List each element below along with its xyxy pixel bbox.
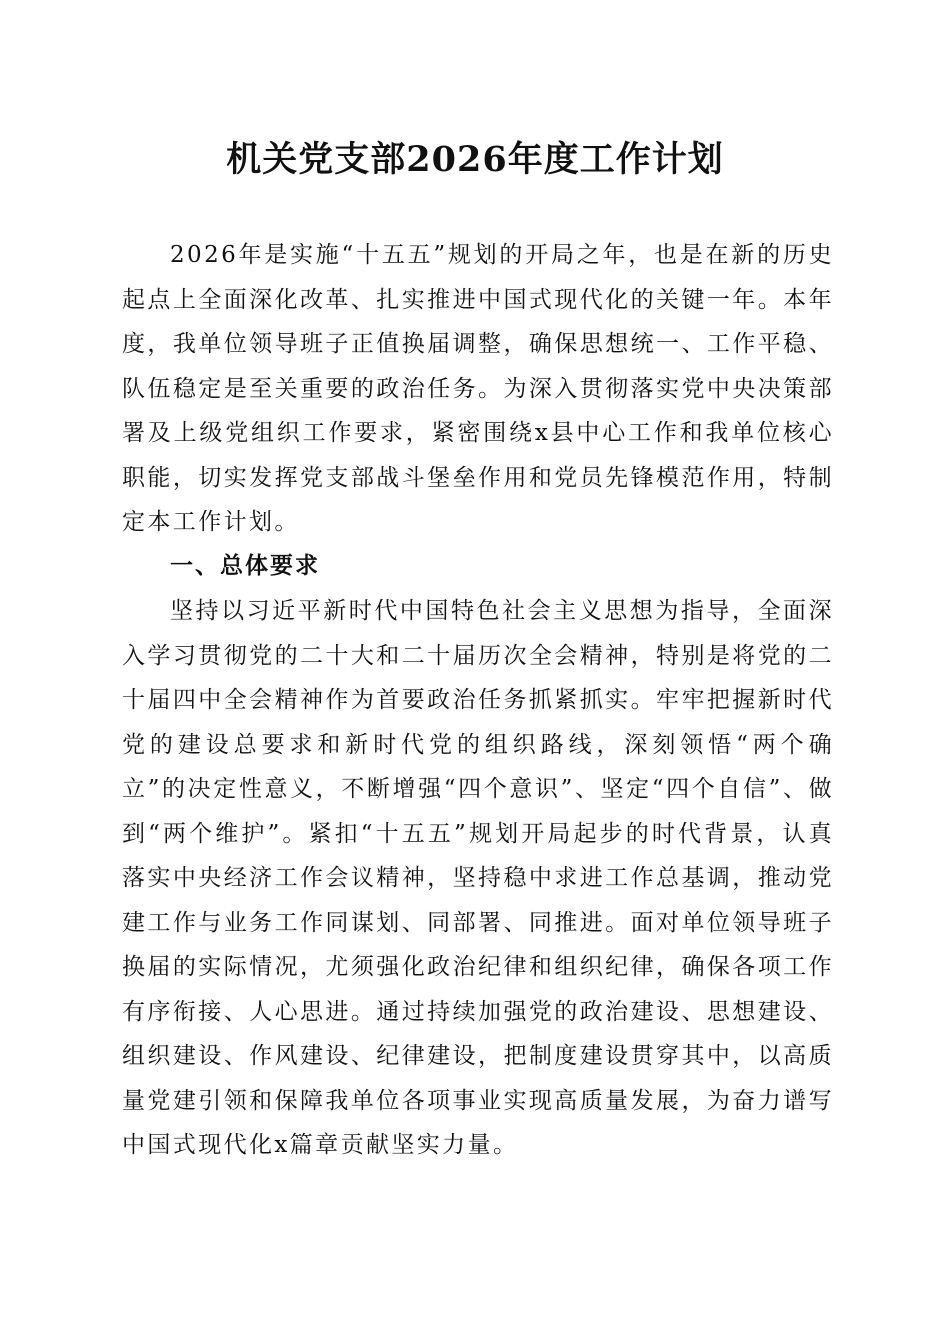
section-heading-general-requirements: 一、总体要求: [170, 553, 320, 579]
general-requirements-paragraph: 坚持以习近平新时代中国特色社会主义思想为指导，全面深入学习贯彻党的二十大和二十届历次全会精神，特别是将党的二十届四中全会精神作为首要政治任务抓紧抓实。牢牢把握新时代党的建设总要求和新时代党的组织路线，深刻领悟“两个确立”的决定性意义，不断增强“四个意识”、坚定“四个自信”、做到“两个维护”。紧扣“十五五”规划开局起步的时代背景，认真落实中央经济工作会议精神，坚持稳中求进工作总基调，推动党建工作与业务工作同谋划、同部署、同推进。面对单位领导班子换届的实际情况，尤须强化政治纪律和组织纪律，确保各项工作有序衔接、人心思进。通过持续加强党的政治建设、思想建设、组织建设、作风建设、纪律建设，把制度建设贯穿其中，以高质量党建引领和保障我单位各项事业实现高质量发展，为奋力谱写中国式现代化x篇章贡献坚实力量。: [122, 598, 834, 1158]
document-title: 机关党支部2026年度工作计划: [226, 139, 724, 180]
intro-paragraph: 2026年是实施“十五五”规划的开局之年，也是在新的历史起点上全面深化改革、扎实推进中国式现代化的关键一年。本年度，我单位领导班子正值换届调整，确保思想统一、工作平稳、队伍稳定是至关重要的政治任务。为深入贯彻落实党中央决策部署及上级党组织工作要求，紧密围绕x县中心工作和我单位核心职能，切实发挥党支部战斗堡垒作用和党员先锋模范作用，特制定本工作计划。: [122, 242, 834, 535]
